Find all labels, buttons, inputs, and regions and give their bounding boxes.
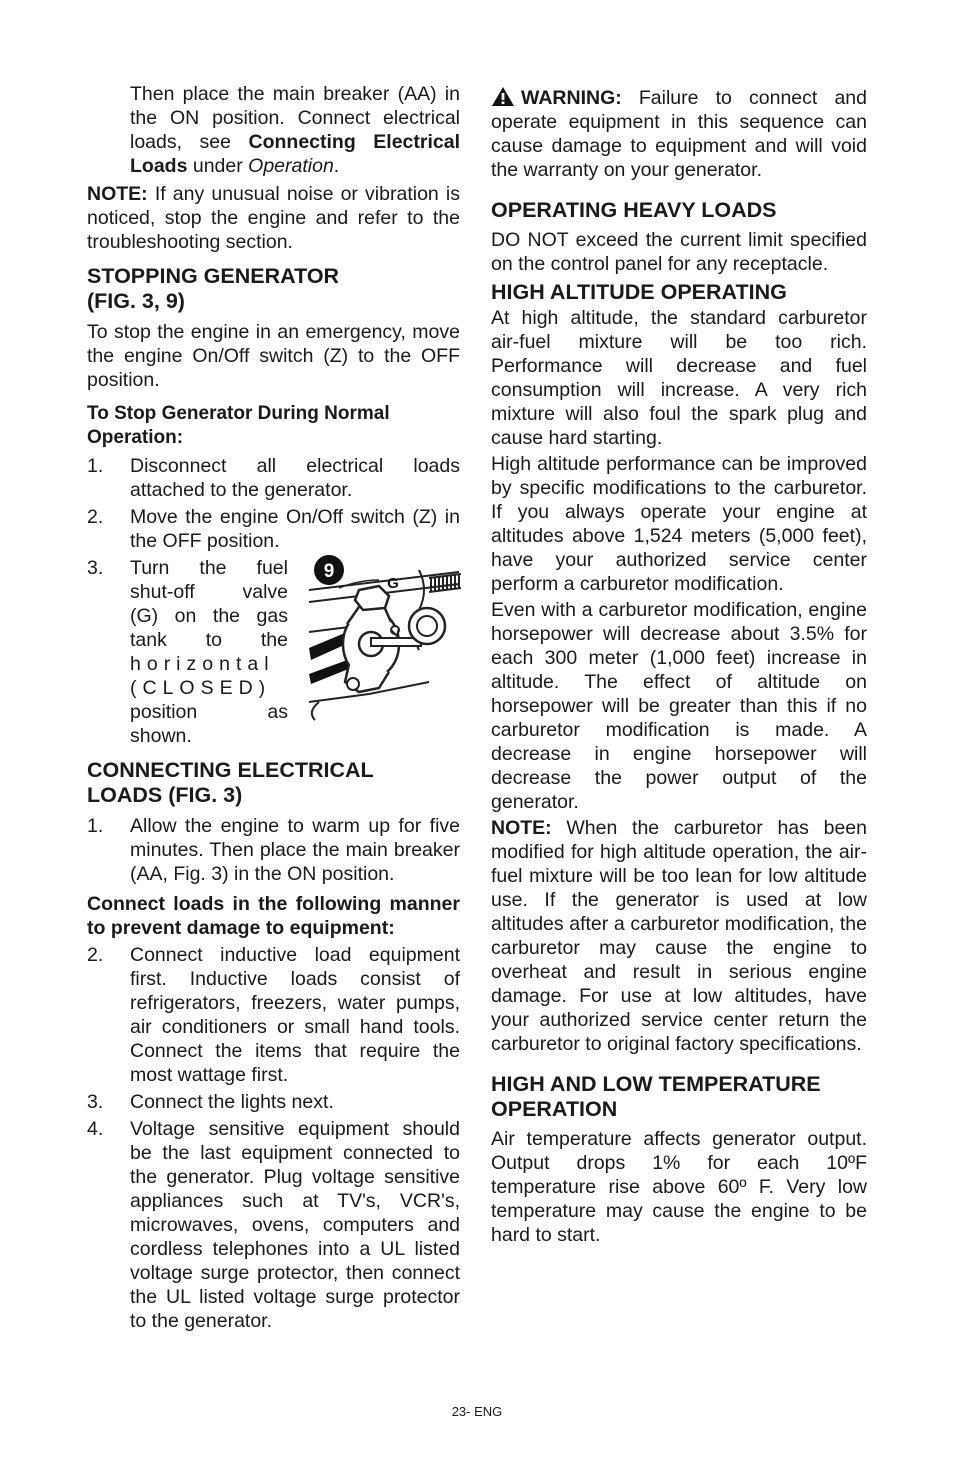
connecting-heading: CONNECTING ELECTRICAL LOADS (FIG. 3) <box>87 758 374 807</box>
figure-badge: 9 <box>323 561 335 582</box>
left-column <box>87 82 460 1333</box>
list-item: 2. Move the engine On/Off switch (Z) in the OFF position. <box>87 506 460 552</box>
stopping-list <box>87 454 460 748</box>
connect-loads-bold: Connect loads in the following manner to prevent damage to equipment: <box>87 893 460 939</box>
altitude-p1: At high altitude, the standard carburetor air-fuel mixture will be too rich. Performance will decrease and fuel consumption will increase. A very rich mixture will also foul the spark plug and cause hard starting. <box>491 307 867 449</box>
altitude-note: NOTE: When the carburetor has been modified for high altitude operation, the air-fuel mixture will be too lean for low altitude use. If the generator is used at low altitudes after a carburetor modification, the carburetor may cause the engine to overheat and result in serious engine damage. For use at low altitudes, have your authorized service center return the carburetor to original factory specifications. <box>491 817 867 1055</box>
fuel-valve-illustration <box>309 552 463 722</box>
warning-triangle-icon <box>491 86 515 107</box>
heavy-loads-text: DO NOT exceed the current limit specified on the control panel for any receptacle. <box>491 229 867 275</box>
temperature-heading: HIGH AND LOW TEMPERATURE OPERATION <box>491 1072 821 1121</box>
stopping-text: To stop the engine in an emergency, move the engine On/Off switch (Z) to the OFF position. <box>87 321 460 391</box>
note-paragraph: NOTE: If any unusual noise or vibration is noticed, stop the engine and refer to the troubleshooting section. <box>87 183 460 253</box>
connecting-list <box>87 943 460 1333</box>
altitude-p2: High altitude performance can be improved by specific modifications to the carburetor. If you always operate your engine at altitudes above 1,524 meters (5,000 feet), have your authorized service center perform a carburetor modification. <box>491 453 867 595</box>
altitude-p3: Even with a carburetor modification, engine horsepower will decrease about 3.5% for each 300 meter (1,000 feet) increase in altitude. The effect of altitude on horsepower will be greater than this if no carburetor modification is made. A decrease in engine horsepower will decrease the power output of the generator. <box>491 599 867 813</box>
intro-paragraph: Then place the main breaker (AA) in the ON position. Connect electrical loads, see Connecting Electrical Loads under Operation. <box>130 83 460 177</box>
page-number: 23- ENG <box>451 1404 503 1419</box>
list-item: 2. Connect inductive load equipment first. Inductive loads consist of refrigerators, freezers, water pumps, air conditioners or small hand tools. Connect the items that require the most wattage first. <box>87 944 460 1086</box>
list-item: 1. Allow the engine to warm up for five minutes. Then place the main breaker (AA, Fig. 3) in the ON position. <box>87 815 460 885</box>
item3-text: Turn the fuel shut-off valve (G) on the gas tank to the horizontal (CLOSED) position as shown. <box>130 557 288 747</box>
list-item: 4. Voltage sensitive equipment should be the last equipment connected to the generator. Plug voltage sensitive appliances such at TV's, VCR's, microwaves, ovens, computers and cordless telephones into a UL listed voltage surge protector, then connect the UL listed voltage surge protector to the generator. <box>87 1118 460 1332</box>
figure-label-g: G <box>387 575 399 592</box>
altitude-heading: HIGH ALTITUDE OPERATING <box>491 280 787 304</box>
list-item: 3. Connect the lights next. <box>87 1091 334 1113</box>
normal-operation-subheading: To Stop Generator During Normal Operation: <box>87 403 390 448</box>
right-column <box>491 82 867 1247</box>
stopping-heading: STOPPING GENERATOR (FIG. 3, 9) <box>87 264 340 313</box>
list-item: 1. Disconnect all electrical loads attached to the generator. <box>87 455 460 501</box>
heavy-loads-heading: OPERATING HEAVY LOADS <box>491 198 777 222</box>
list-item: 3. Turn the fuel shut-off valve (G) on the gas tank to the horizontal (CLOSED) position as shown. 9 G <box>87 556 460 748</box>
temperature-text: Air temperature affects generator output. Output drops 1% for each 10ºF temperature rise above 60º F. Very low temperature may cause the engine to be hard to start. <box>491 1128 867 1246</box>
warning-paragraph: WARNING: Failure to connect and operate equipment in this sequence can cause damage to equipment and will void the warranty on your generator. <box>491 87 867 181</box>
